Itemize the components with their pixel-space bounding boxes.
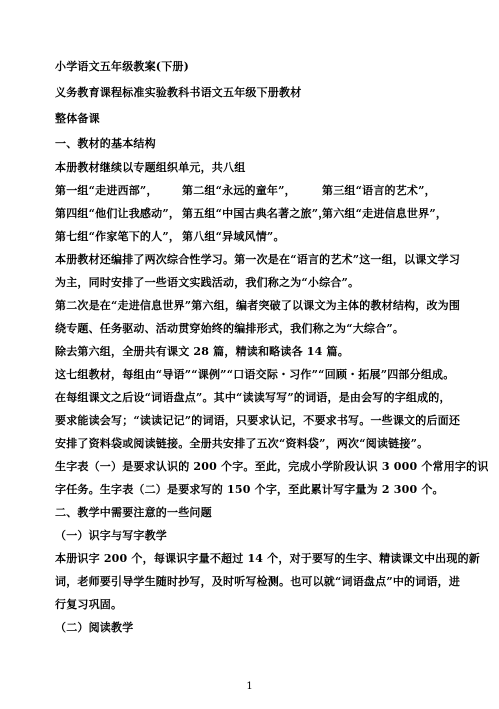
paragraph-3-line-1: 第二次是在“走进信息世界”第六组，编者突破了以课文为主体的教材结构，改为围	[55, 299, 461, 312]
page-number: 1	[246, 681, 253, 692]
heading-overall: 整体备课	[55, 112, 100, 125]
paragraph-7-line-1: 本册识字 200 个，每课识字量不超过 14 个，对于要写的生字、精读课文中出现的新	[55, 552, 480, 565]
group-2: 第二组“永远的童年”，	[182, 184, 296, 197]
section-1-title: 一、教材的基本结构	[55, 137, 156, 150]
group-4: 第四组“他们让我感动”，	[55, 207, 181, 220]
paragraph-5-line-1: 这七组教材，每组由“导语”“课例”“口语交际・习作”“回顾・拓展”四部分组成。	[55, 368, 455, 381]
paragraph-7-line-3: 行复习巩固。	[55, 598, 123, 611]
paragraph-3-line-2: 绕专题、任务驱动、活动贯穿始终的编排形式，我们称之为“大综合”。	[55, 322, 405, 335]
group-7: 第七组“作家笔下的人”，	[55, 230, 181, 243]
document-title: 小学语文五年级教案(下册)	[55, 60, 190, 73]
paragraph-2-line-2: 为主，同时安排了一些语文实践活动，我们称之为“小综合”。	[55, 276, 360, 289]
paragraph-1: 本册教材继续以专题组织单元，共八组	[55, 161, 246, 174]
group-1: 第一组“走进西部”，	[55, 184, 158, 197]
paragraph-6-line-2: 字任务。生字表（二）是要求写的 150 个字，至此累计写字量为 2 300 个。	[55, 483, 444, 496]
paragraph-6-line-1: 生字表（一）是要求认识的 200 个字。至此，完成小学阶段认识 3 000 个常用字的识	[55, 460, 489, 473]
group-8: 第八组“异域风情”。	[182, 230, 285, 243]
subsection-2-title: （二）阅读教学	[55, 621, 134, 634]
section-2-title: 二、教学中需要注意的一些问题	[55, 506, 212, 519]
paragraph-2-line-1: 本册教材还编排了两次综合性学习。第一次是在“语言的艺术”这一组，以课文学习	[55, 253, 461, 266]
paragraph-5-line-4: 安排了资料袋或阅读链接。全册共安排了五次“资料袋”，两次“阅读链接”。	[55, 437, 429, 450]
subsection-1-title: （一）识字与写字教学	[55, 529, 167, 542]
paragraph-4: 除去第六组，全册共有课文 28 篇，精读和略读各 14 篇。	[55, 345, 349, 358]
document-subtitle: 义务教育课程标准实验教科书语文五年级下册教材	[55, 86, 302, 99]
group-3: 第三组“语言的艺术”，	[322, 184, 436, 197]
paragraph-5-line-3: 要求能读会写；“读读记记”的词语，只要求认记，不要求书写。一些课文的后面还	[55, 414, 461, 427]
paragraph-7-line-2: 词，老师要引导学生随时抄写，及时听写检测。也可以就“词语盘点”中的词语，进	[55, 575, 461, 588]
group-5: 第五组“中国古典名著之旅”，	[182, 207, 330, 220]
group-6: 第六组“走进信息世界”，	[322, 207, 448, 220]
paragraph-5-line-2: 在每组课文之后设“词语盘点”。其中“读读写写”的词语，是由会写的字组成的，	[55, 391, 451, 404]
